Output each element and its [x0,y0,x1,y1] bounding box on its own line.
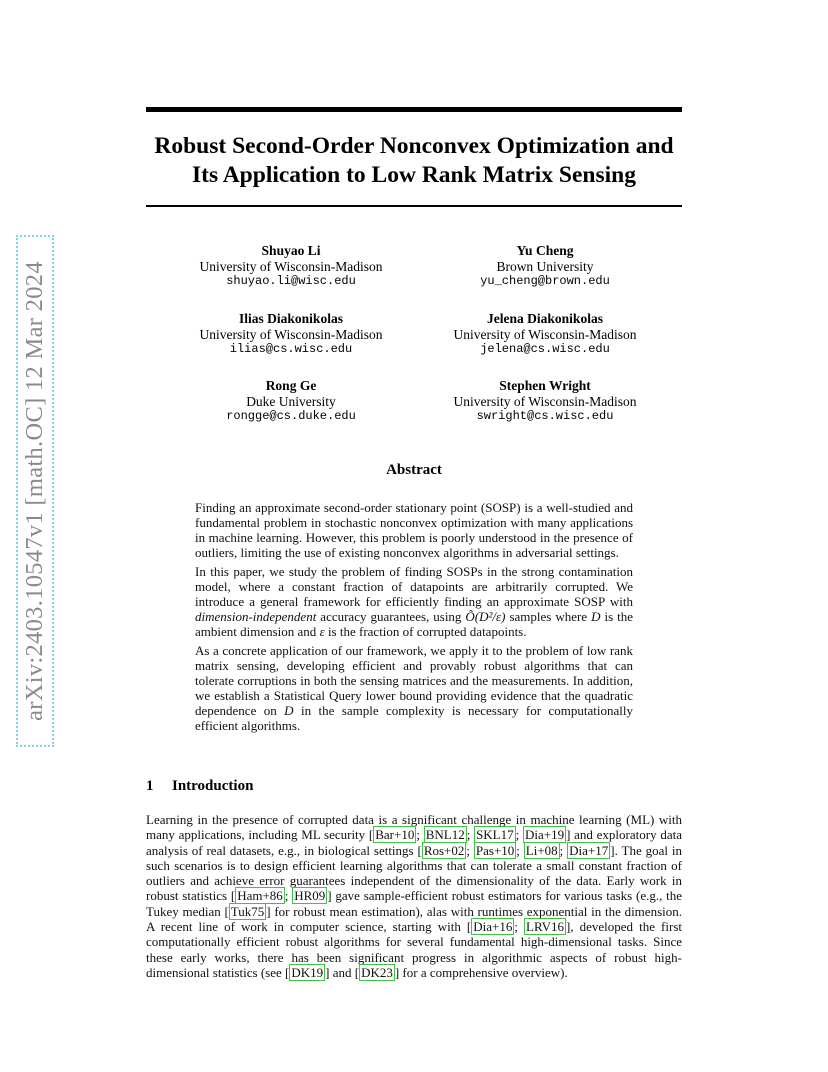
math-inline: D [591,609,601,624]
author-block [161,311,421,358]
intro-paragraph [146,812,682,980]
abstract-text: in the sample complexity is necessary for computationally efficient algorithms. [195,703,633,733]
intro-text: ]. The goal in such scenarios is to design efficient learning algorithms that can tolerate a small constant fraction of outliers and achieve error guarantees independent of the dimensionality of the data. Early work in robust statistics [ [146,842,682,904]
citation-link[interactable]: Dia+19 [524,827,565,843]
citation-link[interactable]: Ros+02 [423,842,465,858]
author-affiliation: Brown University [496,258,594,274]
math-inline: D [284,703,294,718]
intro-text: ; [515,827,523,843]
intro-text: ; [559,842,568,858]
citation-link[interactable]: Tuk75 [230,903,265,919]
intro-text: ; [516,842,524,858]
abstract-emphasis: dimension-independent [195,609,317,624]
citation-link[interactable]: BNL12 [425,827,465,843]
abstract-body [195,500,633,737]
citation-link[interactable]: SKL17 [476,827,514,843]
title-line-1: Robust Second-Order Nonconvex Optimization and [154,133,674,159]
author-affiliation: University of Wisconsin-Madison [453,326,637,342]
citation-link[interactable]: Ham+86 [237,888,283,904]
author-email[interactable]: rongge@cs.duke.edu [226,409,356,423]
author-name: Stephen Wright [499,378,591,393]
abstract-text: is the fraction of corrupted datapoints. [324,624,527,639]
author-name: Jelena Diakonikolas [487,311,603,326]
citation-link[interactable]: HR09 [294,888,326,904]
intro-text: Learning in the presence of corrupted data is a significant challenge in machine learning (ML) with many applications, including ML security [ [146,812,682,843]
abstract-paragraph [195,643,633,733]
arxiv-stamp[interactable] [16,235,54,747]
intro-text: ; [416,827,424,843]
author-block [415,378,675,425]
abstract-paragraph [195,564,633,639]
abstract-text: samples where [505,609,592,624]
intro-text: ] gave sample-efficient robust estimators for various tasks (e.g., the Tukey median [ [146,888,683,919]
author-email[interactable]: yu_cheng@brown.edu [480,274,610,288]
section-number: 1 [146,778,154,794]
math-inline: Õ(D²/ε) [465,609,506,624]
abstract-text: As a concrete application of our framework, we apply it to the problem of low rank matrix sensing, developing efficient and provably robust algorithms that can tolerate corruptions in both the sensing matrices and the measurements. In addition, we establish a Statistical Query lower bound providing evidence that the quadratic dependence on [195,643,633,718]
intro-text: ] for robust mean estimation), alas with runtimes exponential in the dimension. A recent line of work in computer science, starting with [ [146,903,682,935]
abstract-paragraph: Finding an approximate second-order stationary point (SOSP) is a well-studied and fundamental problem in stochastic nonconvex optimization with many applications in machine learning. However, this problem is poorly understood in the presence of outliers, limiting the use of existing nonconvex algorithms in adversarial settings. [195,500,633,560]
intro-text: ] and exploratory data analysis of real datasets, e.g., in biological settings [ [146,827,682,858]
citation-link[interactable]: LRV16 [526,919,564,935]
title-line-2: Its Application to Low Rank Matrix Sensing [192,162,636,188]
author-name: Rong Ge [265,378,317,393]
author-name: Ilias Diakonikolas [239,311,343,326]
citation-link[interactable]: Pas+10 [475,842,515,858]
intro-text: ], developed the first computationally efficient robust algorithms for several fundamental high-dimensional tasks. Since these early works, there has been significant progress in algorithmic aspects of robust high-dimensional statistics (see [ [146,919,682,980]
intro-text: ; [284,888,293,904]
author-affiliation: University of Wisconsin-Madison [199,326,383,342]
section-heading [146,778,253,795]
author-block [161,243,421,290]
intro-text: ] for a comprehensive overview). [394,964,568,980]
math-inline: ε [319,624,325,639]
citation-link[interactable]: Li+08 [525,842,558,858]
author-block [415,311,675,358]
intro-text: ; [514,919,525,935]
intro-text: ] and [ [325,964,360,980]
author-name: Shuyao Li [261,243,321,258]
author-block [415,243,675,290]
title-rule-bottom [146,205,682,207]
author-email[interactable]: shuyao.li@wisc.edu [226,274,356,288]
citation-link[interactable]: Dia+17 [569,842,609,858]
author-email[interactable]: jelena@cs.wisc.edu [480,342,610,356]
abstract-text: accuracy guarantees, using [316,609,466,624]
paper-title [146,132,682,190]
title-rule-top [146,107,682,112]
abstract-text: In this paper, we study the problem of finding SOSPs in the strong contamination model, where a constant fraction of datapoints are arbitrarily corrupted. We introduce a general framework for efficiently finding an approximate SOSP with [195,564,633,609]
abstract-heading: Abstract [386,462,442,478]
abstract-text: is the ambient dimension and [195,609,633,639]
arxiv-stamp-text: arXiv:2403.10547v1 [math.OC] 12 Mar 2024 [21,261,48,721]
author-name: Yu Cheng [516,243,574,258]
citation-link[interactable]: DK23 [361,964,393,980]
intro-text: ; [466,842,474,858]
author-affiliation: University of Wisconsin-Madison [199,258,383,274]
citation-link[interactable]: DK19 [291,964,324,980]
author-email[interactable]: ilias@cs.wisc.edu [229,342,353,356]
citation-link[interactable]: Bar+10 [375,827,415,843]
author-email[interactable]: swright@cs.wisc.edu [476,409,614,423]
intro-text: ; [466,827,475,843]
author-affiliation: Duke University [246,393,336,409]
author-affiliation: University of Wisconsin-Madison [453,393,637,409]
citation-link[interactable]: Dia+16 [473,919,513,935]
author-block [161,378,421,425]
section-title: Introduction [172,778,254,794]
